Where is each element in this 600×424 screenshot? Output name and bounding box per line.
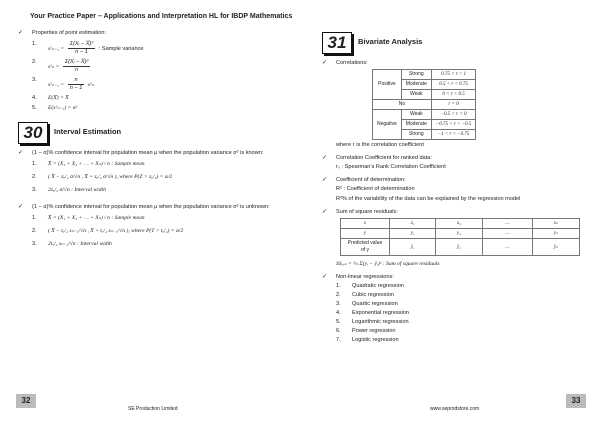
page-number-left: 32 (16, 394, 36, 408)
footer-publisher: SE Production Limited (128, 406, 178, 412)
point-estimation-item: 2. s²ₙ = $\frac{\text{Σ(Xᵢ − X̅)²}}{n}$ (32, 59, 89, 73)
determination-intro: ✓ Coefficient of determination: (322, 177, 406, 183)
table-cell: Weak (401, 90, 431, 100)
table-row (373, 70, 476, 80)
ranked-intro: ✓ Correlation Coefficient for ranked data: (322, 155, 432, 161)
list-item: 7. Logistic regression (336, 337, 399, 343)
list-item: 5. Logarithmic regression (336, 319, 409, 325)
known-item: 1. X̅ = (X₁ + X₂ + … + Xₙ) / n : Sample mean (32, 161, 145, 167)
check-icon: ✓ (322, 60, 328, 66)
determination-line-1: R² : Coefficient of determination (336, 186, 415, 192)
list-item: 6. Power regression (336, 328, 396, 334)
page-number-right: 33 (566, 394, 586, 408)
known-item: 3. 2zₐ/₂ σ/√n : Interval width (32, 187, 106, 193)
unknown-item: 2. ( X̅ − tₐ/₂ sₙ₋₁/√n , X̅ + tₐ/₂ sₙ₋₁/√n ), where P(T > tₐ/₂) = α/2 (32, 228, 184, 234)
known-variance-intro: ✓ (1 − α)% confidence interval for population mean μ when the population variance σ² is known: (18, 150, 264, 156)
table-cell: ŷ₁ (390, 239, 436, 256)
footer-website: www.seprodstore.com (430, 406, 480, 412)
point-estimation-item: 1. s²ₙ₋₁ = $\frac{\text{Σ(Xᵢ − X̅)²}}{n - 1}$ : Sample variance (32, 41, 144, 55)
point-estimation-item: 3. s²ₙ₋₁ = $\frac{n}{n - 1}$ s²ₙ (32, 77, 94, 91)
table-cell: r = 0 (431, 100, 475, 110)
point-estimation-item: 4. E(X̅) = X̅ (32, 95, 69, 101)
section-number: 31 (322, 32, 352, 54)
correlations-intro: ✓ Correlations: (322, 60, 368, 66)
table-cell: Strong (401, 70, 431, 80)
unknown-variance-intro: ✓ (1 − α)% confidence interval for population mean μ when the population variance σ² is unknown: (18, 204, 270, 210)
table-cell: Moderate (401, 120, 431, 130)
section-title: Bivariate Analysis (358, 37, 423, 46)
check-icon: ✓ (322, 274, 328, 280)
section-header-30 (18, 122, 303, 144)
correlation-table (372, 69, 476, 140)
page-title: Your Practice Paper – Applications and Interpretation HL for IBDP Mathematics (30, 13, 293, 20)
table-cell: −0.5 < r < 0 (431, 110, 475, 120)
table-cell: 0.5 < r < 0.75 (431, 80, 475, 90)
table-cell: Negative (373, 110, 402, 140)
table-cell: … (482, 239, 532, 256)
table-cell: ŷₙ (532, 239, 579, 256)
check-icon: ✓ (18, 204, 24, 210)
table-row (341, 239, 580, 256)
table-row (373, 100, 476, 110)
unknown-item: 3. 2tₐ/₂ sₙ₋₁/√n : Interval width (32, 241, 112, 247)
table-cell: xₙ (532, 219, 579, 229)
table-cell: −1 < r < −0.75 (431, 130, 475, 140)
table-cell: y₂ (436, 229, 482, 239)
table-cell: … (482, 219, 532, 229)
list-item: 2. Cubic regression (336, 292, 394, 298)
section-title: Interval Estimation (54, 127, 122, 136)
table-cell: y₁ (390, 229, 436, 239)
known-item: 2. ( X̅ − zₐ/₂ σ/√n , X̅ + zₐ/₂ σ/√n ), where P(Z > zₐ/₂) = α/2 (32, 174, 173, 180)
fraction: $\frac{\text{Σ(Xᵢ − X̅)²}}{n}$ (64, 59, 89, 73)
table-cell: x₁ (390, 219, 436, 229)
ranked-line: rₛ : Spearman’s Rank Correlation Coefficient (336, 164, 446, 170)
section-header-31 (322, 32, 587, 54)
residuals-table (340, 218, 580, 256)
check-icon: ✓ (322, 209, 328, 215)
fraction: $\frac{n}{n - 1}$ (69, 77, 83, 91)
nonlinear-intro: ✓ Non-linear regressions: (322, 274, 394, 280)
table-cell: Moderate (401, 80, 431, 90)
list-item: 3. Quartic regression (336, 301, 398, 307)
correlation-note: where r is the correlation coefficient (336, 142, 424, 148)
table-cell: No (373, 100, 432, 110)
unknown-item: 1. X̅ = (X₁ + X₂ + … + Xₙ) / n : Sample mean (32, 215, 145, 221)
table-row (341, 219, 580, 229)
table-cell: y (341, 229, 390, 239)
table-cell: x (341, 219, 390, 229)
right-column (322, 30, 587, 346)
table-cell: −0.75 < r < −0.5 (431, 120, 475, 130)
table-cell: Weak (401, 110, 431, 120)
section-number: 30 (18, 122, 48, 144)
check-icon: ✓ (322, 155, 328, 161)
list-item: 1. Quadratic regression (336, 283, 404, 289)
table-cell: Strong (401, 130, 431, 140)
list-item: 4. Exponential regression (336, 310, 409, 316)
table-cell: 0 < r < 0.5 (431, 90, 475, 100)
check-icon: ✓ (322, 177, 328, 183)
table-cell: x₂ (436, 219, 482, 229)
residuals-formula: SSᵣₑₛ = ¹⁄ₙ Σ(yᵢ − ŷᵢ)² : Sum of square residuals (336, 261, 440, 267)
nonlinear-list (322, 283, 587, 344)
table-row (373, 110, 476, 120)
residuals-intro: ✓ Sum of square residuals: (322, 209, 398, 215)
point-estimation-item: 5. E(s²ₙ₋₁) = σ² (32, 105, 78, 111)
table-row (341, 229, 580, 239)
check-icon: ✓ (18, 150, 24, 156)
point-estimation-intro: ✓ Properties of point estimation: (18, 30, 106, 36)
table-cell: ŷ₂ (436, 239, 482, 256)
fraction: $\frac{\text{Σ(Xᵢ − X̅)²}}{n - 1}$ (69, 41, 94, 55)
table-cell: Predicted value of y (341, 239, 390, 256)
table-cell: … (482, 229, 532, 239)
determination-line-2: R²% of the variability of the data can be explained by the regression model (336, 196, 521, 202)
table-cell: 0.75 < r < 1 (431, 70, 475, 80)
left-column (18, 30, 303, 251)
table-cell: yₙ (532, 229, 579, 239)
table-cell: Positive (373, 70, 402, 100)
check-icon: ✓ (18, 30, 24, 36)
